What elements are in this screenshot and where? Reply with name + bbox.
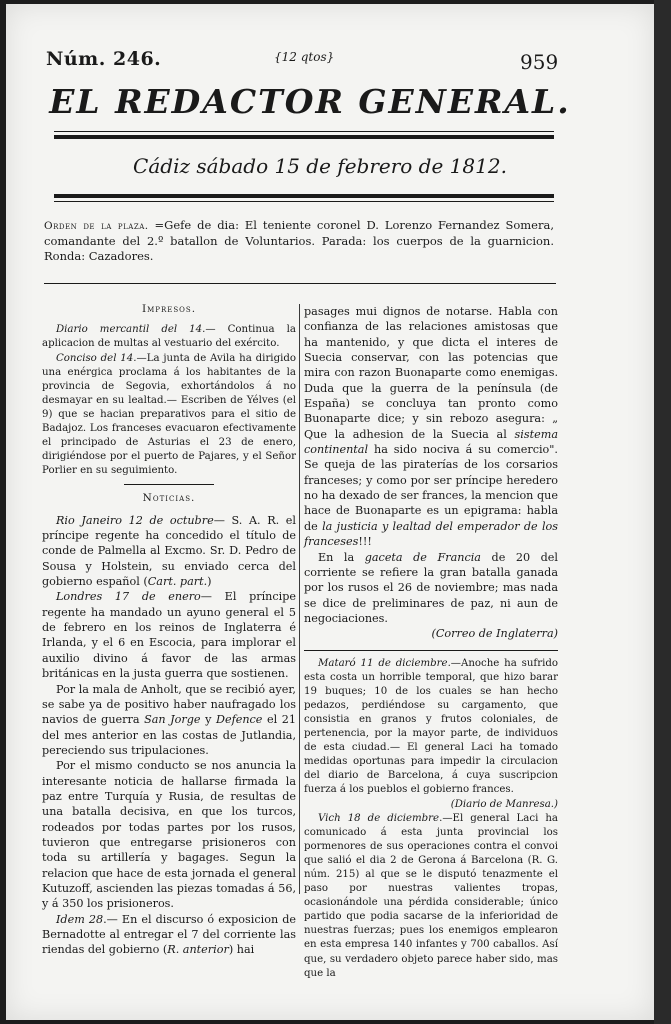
idem-dateline: Idem 28	[56, 912, 104, 926]
right-column	[304, 304, 558, 981]
news-paragraph	[42, 758, 296, 911]
correo-citation: (Correo de Inglaterra)	[431, 627, 558, 641]
column-divider	[299, 304, 300, 894]
masthead-rule-thin	[54, 131, 554, 132]
exclamation: !!!	[358, 535, 372, 549]
section-rule	[44, 283, 556, 284]
diario-mercantil-text: — Continua la aplicacion de multas al vestuario del exército.	[42, 324, 296, 350]
epigram-quote: la justicia y lealtad del emperador de los franceses	[304, 519, 558, 549]
mataro-dateline: Mataró 11 de diciembre	[318, 657, 448, 669]
vich-dateline: Vich 18 de diciembre	[318, 812, 440, 824]
noticias-heading: Noticias.	[142, 492, 196, 505]
conjunction: y	[200, 713, 216, 727]
bernadotte-continued-b: ha sido nociva á su comercio". Se queja de las piraterías de los corsarios franceses; y como por ser príncipe heredero no ha dexado de ser frances, la mencion que hace de Buonaparte es un epigrama: habla de	[304, 443, 558, 533]
issue-number: Núm. 246.	[46, 48, 162, 70]
news-paragraph: Rio Janeiro 12 de octubre— S. A. R. el príncipe regente ha concedido el título de conde de Palmella al Excmo. Sr. D. Pedro de Sousa y Holstein, su enviado cerca del gobierno español (Cart. part.)	[42, 513, 296, 589]
londres-text: — El príncipe regente ha mandado un ayuno general el 5 de febrero en los reinos de Inglaterra é Irlanda, y el 6 en Escocia, para implorar el auxilio divino á favor de las armas británicas en la justa guerra que sostienen.	[42, 590, 296, 681]
orden-label: Orden de la plaza.	[44, 220, 149, 232]
anholt-text-a: Por la mala de Anholt, que se recibió ayer, se sabe ya de positivo haber naufragado los navios de guerra	[42, 682, 296, 727]
format-note: {12 qtos}	[274, 50, 335, 64]
news-paragraph	[304, 657, 558, 798]
news-paragraph	[42, 682, 296, 759]
date-rule-thick	[54, 194, 554, 198]
impresos-section	[42, 323, 296, 478]
masthead-title: EL REDACTOR GENERAL.	[49, 82, 571, 121]
short-divider	[124, 484, 214, 485]
diario-mercantil-title: Diario mercantil del 14.	[56, 324, 206, 336]
news-paragraph	[42, 589, 296, 681]
impresos-paragraph	[42, 352, 296, 479]
ship-name: Defence	[215, 713, 263, 727]
orden-de-la-plaza	[44, 218, 554, 264]
orden-text: =Gefe de dia: El teniente coronel D. Lorenzo Fernandez Somera, comandante del 2.º batallon de Voluntarios. Parada: los cuerpos de la guarnicion. Ronda: Cazadores.	[44, 218, 555, 263]
date-rule-thin	[54, 201, 554, 202]
bernadotte-text: .— En el discurso ó exposicion de Bernadotte al entregar el 7 del corriente las riendas del gobierno (	[42, 912, 296, 957]
newspaper-page	[6, 4, 654, 1020]
mataro-text: .—Anoche ha sufrido esta costa un horrible temporal, que hizo barar 19 buques; 10 de los cuales se han hecho pedazos, perdiéndose su cargamento, que consistia en granos y frutos coloniales, de pertenencia, por la mayor parte, de individuos de esta ciudad.— El general Laci ha tomado medidas oportunas para impedir la circulacion del diario de Barcelona, á cuya suscripcion fuerza á los pueblos el gobierno frances.	[304, 657, 558, 796]
bernadotte-text-end: ) hai	[228, 943, 255, 957]
londres-dateline: Londres 17 de enero	[56, 590, 201, 604]
vich-text: .—El general Laci ha comunicado á esta junta provincial los pormenores de sus operaciones contra el convoi que salió el dia 2 de Gerona á Barcelona (R. G. núm. 215) al que se le disputó tenazmente el paso por nuestras valientes tropas, ocasionándole una pérdida considerable; único partido que podia sacarse de la inferioridad de nuestras fuerzas; pues los enemigos emplearon en esta empresa 140 infantes y 700 caballos. Así que, su verdadero objeto parece haber sido, mas que la	[304, 812, 558, 979]
sistema-continental: sistema continental	[304, 427, 558, 457]
masthead-rule-thick	[54, 135, 554, 139]
continued-paragraph	[304, 304, 558, 550]
dateline: Cádiz sábado 15 de febrero de 1812.	[133, 154, 507, 178]
page-number: 959	[520, 50, 559, 74]
conciso-text: —La junta de Avila ha dirigido una enérgica proclama á los habitantes de la provincia de Segovia, exhortándolos á no desmayar en su lealtad.— Escriben de Yélves (el 9) que se hacian preparativos para el sitio de Badajoz. Los franceses evacuaron efectivamente el principado de Asturias el 23 de enero, dirigiéndose por el puerto de Pajares, y el Señor Porlier en su seguimiento.	[42, 352, 297, 477]
news-paragraph	[304, 812, 558, 981]
bernadotte-citation: R. anterior	[167, 943, 229, 957]
rio-janeiro-dateline: Rio Janeiro 12 de octubre	[56, 513, 214, 527]
paz-turquia-text: Por el mismo conducto se nos anuncia la interesante noticia de hallarse firmada la paz entre Turquía y Rusia, de resultas de una batalla decisiva, en que los turcos, rodeados por todas partes por los rusos, tuvieron que entregarse prisioneros con toda su artillería y bagages. Segun la relacion que hace de esta jornada el general Kutuzoff, ascienden las piezas tomadas á 56, y á 350 los prisioneros.	[42, 759, 296, 911]
left-column	[42, 300, 296, 958]
gaceta-name: gaceta de Francia	[364, 550, 481, 564]
news-paragraph	[42, 912, 296, 958]
bernadotte-continued-a: pasages mui dignos de notarse. Habla con confianza de las relaciones amistosas que ha mantenido, y que dicta el interes de Suecia conservar, con las potencias que mira con razon Buonaparte como enemigas. Duda que la guerra de la península (de España) se concluya tan pronto como Buonaparte dice; y sin rebozo asegura: „ Que la adhesion de la Suecia al	[304, 305, 558, 441]
gaceta-text-a: En la	[318, 550, 365, 564]
impresos-paragraph	[42, 323, 296, 351]
ship-name: San Jorge	[144, 713, 201, 727]
news-paragraph	[304, 550, 558, 627]
impresos-heading: Impresos.	[141, 303, 197, 315]
anholt-text-b: el 21 del mes anterior en las costas de Jutlandia, pereciendo sus tripulaciones.	[42, 713, 296, 757]
rio-janeiro-text: — S. A. R. el príncipe regente ha concedido el título de conde de Palmella al Excmo. Sr. D. Pedro de Sousa y Holstein, su enviado cerca del gobierno español (	[42, 513, 296, 589]
scan-edge	[654, 0, 671, 1024]
manresa-citation: (Diario de Manresa.)	[450, 798, 558, 810]
rio-janeiro-citation: Cart. part.	[147, 575, 208, 589]
section-divider	[304, 650, 558, 651]
gaceta-text-b: de 20 del corriente se refiere la gran batalla ganada por los rusos el 26 de noviembre; mas nada se dice de preliminares de paz, ni aun de negociaciones.	[304, 550, 559, 625]
right-small-section	[304, 657, 558, 981]
conciso-title: Conciso del 14.	[56, 352, 137, 364]
